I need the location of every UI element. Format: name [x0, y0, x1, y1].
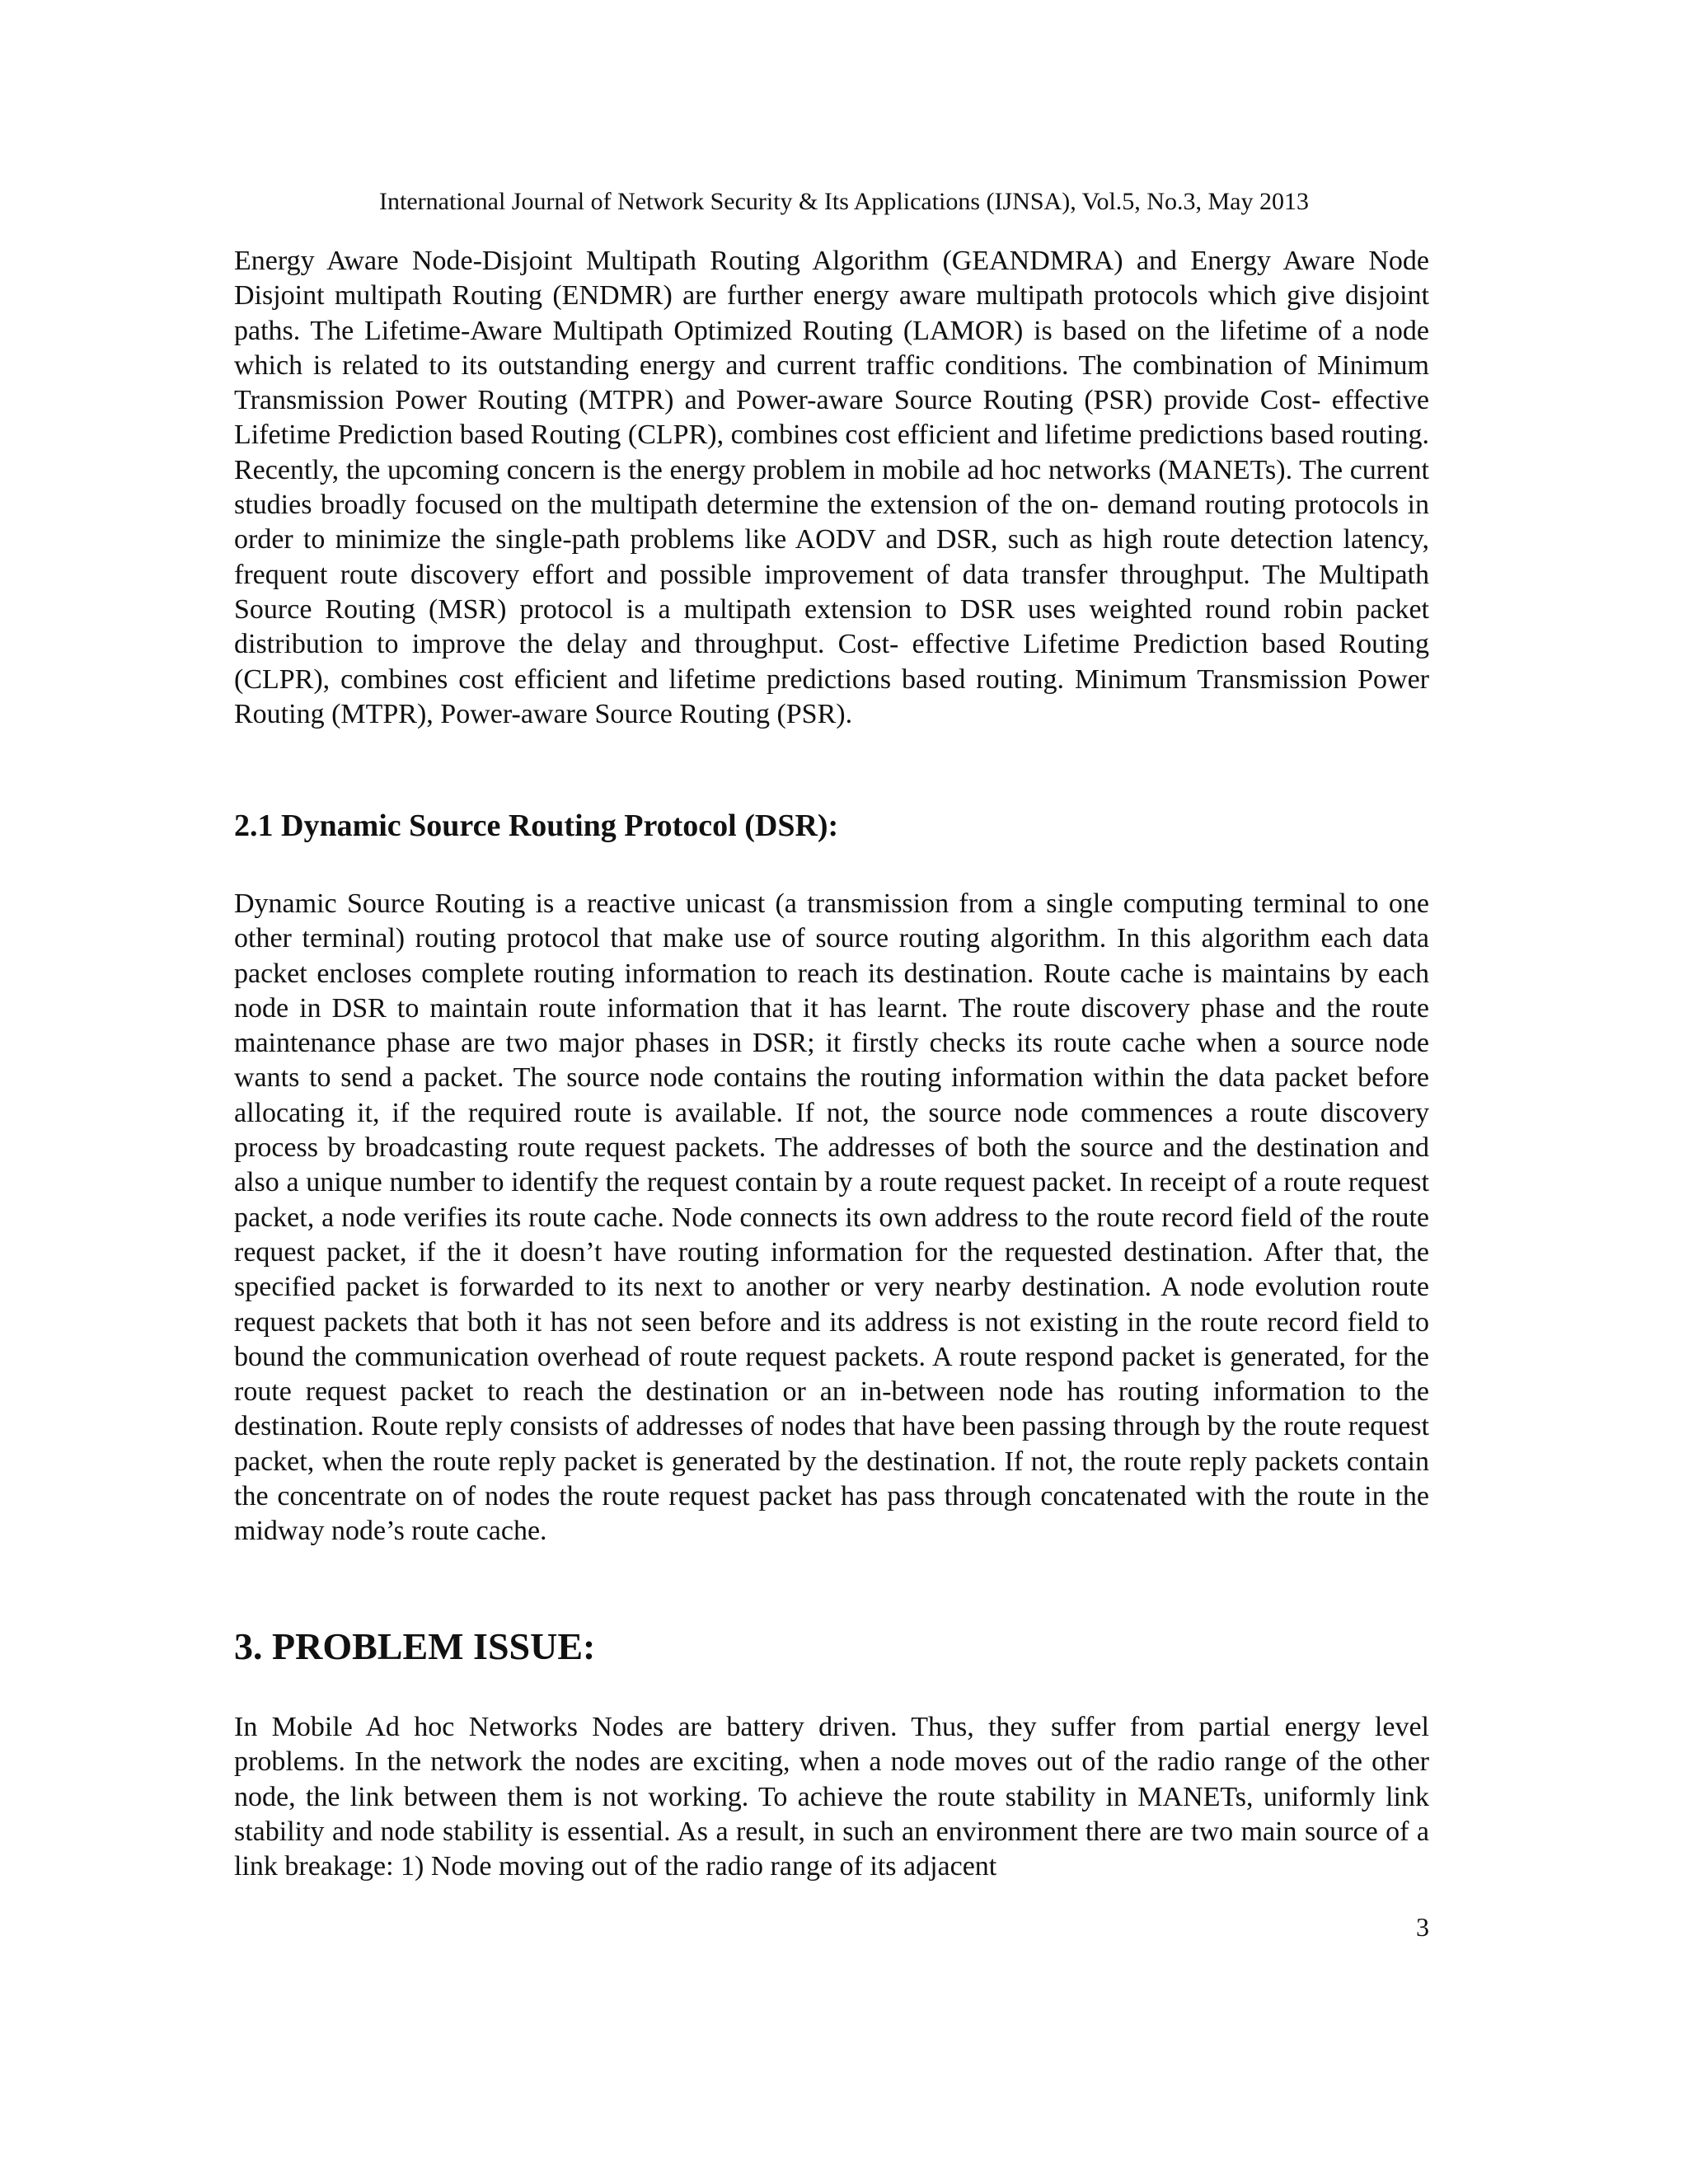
page-number: 3 — [1416, 1912, 1429, 1942]
running-header: International Journal of Network Security & Its Applications (IJNSA), Vol.5, No.3, May 2013 — [379, 188, 1309, 215]
intro-section — [234, 244, 1429, 732]
section-3-body — [234, 1710, 1429, 1884]
section-2-1-heading-wrap — [234, 807, 1429, 845]
section-2-1-heading: 2.1 Dynamic Source Routing Protocol (DSR): — [234, 808, 839, 843]
intro-paragraph: Energy Aware Node-Disjoint Multipath Routing Algorithm (GEANDMRA) and Energy Aware Node Disjoint multipath Routing (ENDMR) are further energy aware multipath protocols which give disjoint paths. The Lifetime-Aware Multipath Optimized Routing (LAMOR) is based on the lifetime of a node which is related to its outstanding energy and current traffic conditions. The combination of Minimum Transmission Power Routing (MTPR) and Power-aware Source Routing (PSR) provide Cost- effective Lifetime Prediction based Routing (CLPR), combines cost efficient and lifetime predictions based routing. Recently, the upcoming concern is the energy problem in mobile ad hoc networks (MANETs). The current studies broadly focused on the multipath determine the extension of the on- demand routing protocols in order to minimize the single-path problems like AODV and DSR, such as high route detection latency, frequent route discovery effort and possible improvement of data transfer throughput. The Multipath Source Routing (MSR) protocol is a multipath extension to DSR uses weighted round robin packet distribution to improve the delay and throughput. Cost- effective Lifetime Prediction based Routing (CLPR), combines cost efficient and lifetime predictions based routing. Minimum Transmission Power Routing (MTPR), Power-aware Source Routing (PSR). — [234, 246, 1429, 729]
section-2-1-paragraph: Dynamic Source Routing is a reactive unicast (a transmission from a single computing terminal to one other terminal) routing protocol that make use of source routing algorithm. In this algorithm each data packet encloses complete routing information to reach its destination. Route cache is maintains by each node in DSR to maintain route information that it has learnt. The route discovery phase and the route maintenance phase are two major phases in DSR; it firstly checks its route cache when a source node wants to send a packet. The source node contains the routing information within the data packet before allocating it, if the required route is available. If not, the source node commences a route discovery process by broadcasting route request packets. The addresses of both the source and the destination and also a unique number to identify the request contain by a route request packet. In receipt of a route request packet, a node verifies its route cache. Node connects its own address to the route record field of the route request packet, if the it doesn’t have routing information for the requested destination. After that, the specified packet is forwarded to its next to another or very nearby destination. A node evolution route request packets that both it has not seen before and its address is not existing in the route record field to bound the communication overhead of route request packets. A route respond packet is generated, for the route request packet to reach the destination or an in-between node has routing information to the destination. Route reply consists of addresses of nodes that have been passing through by the route request packet, when the route reply packet is generated by the destination. If not, the route reply packets contain the concentrate on of nodes the route request packet has pass through concatenated with the route in the midway node’s route cache. — [234, 888, 1429, 1547]
section-3-paragraph: In Mobile Ad hoc Networks Nodes are battery driven. Thus, they suffer from partial energy level problems. In the network the nodes are exciting, when a node moves out of the radio range of the other node, the link between them is not working. To achieve the route stability in MANETs, uniformly link stability and node stability is essential. As a result, in such an environment there are two main source of a link breakage: 1) Node moving out of the radio range of its adjacent — [234, 1712, 1429, 1882]
section-3-heading-wrap — [234, 1624, 1429, 1670]
section-3-heading: 3. PROBLEM ISSUE: — [234, 1625, 596, 1667]
section-2-1-body — [234, 887, 1429, 1549]
